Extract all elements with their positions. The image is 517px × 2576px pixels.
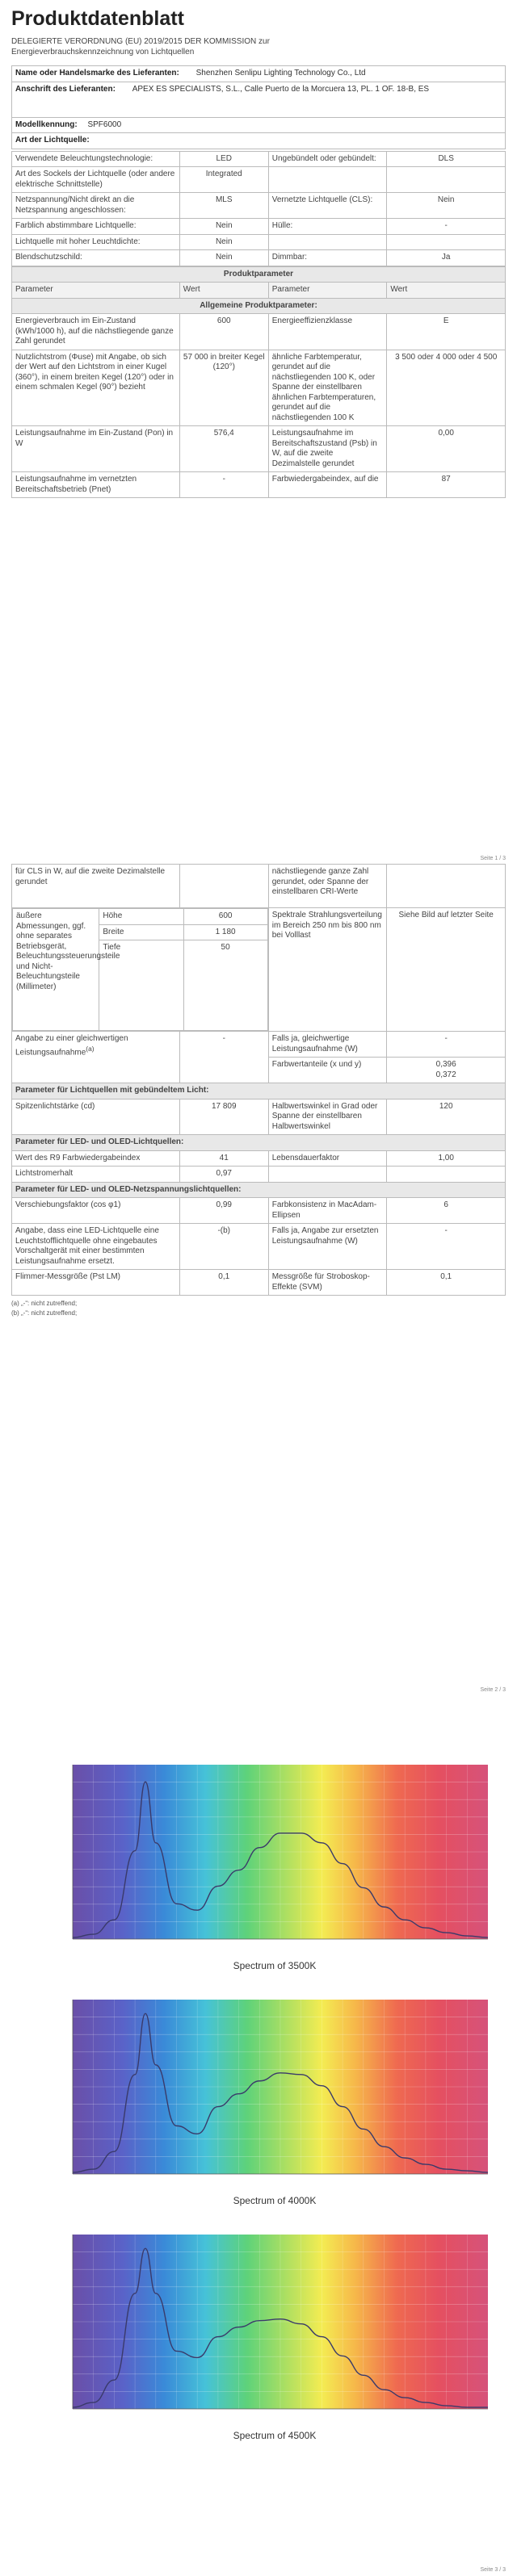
spectrum-chart — [57, 1995, 493, 2230]
cri-continued-value — [387, 865, 506, 908]
mains-param: Flimmer-Messgröße (Pst LM) — [12, 1270, 180, 1296]
page-1 — [0, 0, 517, 864]
supplier-name-value: Shenzhen Senlipu Lighting Technology Co., Ltd — [195, 69, 366, 78]
led-value: 41 — [179, 1150, 268, 1167]
type-param: Netzspannung/Nicht direkt an die Netzspannung angeschlossen: — [12, 193, 180, 219]
led-param: Wert des R9 Farbwiedergabeindex — [12, 1150, 180, 1167]
dimension-width-label: Breite — [99, 924, 183, 940]
model-cell — [12, 117, 506, 133]
mains-row — [12, 1270, 506, 1296]
footnote-b: (b) „-“: nicht zutreffend; — [11, 1309, 78, 1317]
equivalent-power-value: - — [179, 1032, 268, 1083]
mains-heading: Parameter für LED- und OLED-Netzspannungslichtquellen: — [12, 1182, 506, 1198]
model-label: Modellkennung: — [15, 119, 78, 129]
equivalent-power-footnote-ref: (a) — [86, 1044, 95, 1053]
spectral-distribution-value: Siehe Bild auf letzter Seite — [387, 908, 506, 1032]
type-value: Integrated — [179, 167, 268, 193]
type-param: Art des Sockels der Lichtquelle (oder andere elektrische Schnittstelle) — [12, 167, 180, 193]
type-value-2: Ja — [387, 250, 506, 266]
type-value-2: Nein — [387, 193, 506, 219]
supplier-name-label: Name oder Handelsmarke des Lieferanten: — [15, 69, 179, 78]
dimensions-cell — [12, 908, 269, 1032]
cri-continued: nächstliegende ganze Zahl gerundet, oder Spanne der einstellbaren CRI-Werte — [268, 865, 387, 908]
equivalent-power-label — [12, 1032, 180, 1083]
general-value-2: 87 — [387, 472, 506, 498]
col-header-value-2: Wert — [387, 283, 506, 299]
page-footer-3: Seite 3 / 3 — [480, 2567, 506, 2573]
general-param: Nutzlichtstrom (Φuse) mit Angabe, ob sich der Wert auf den Lichtstrom in einer Kugel (360°), in einem breiten Kegel (120°) oder in einem schmalen Kegel (90°) bezieht — [12, 350, 180, 426]
spectrum-chart — [57, 2230, 493, 2442]
equivalent-power-text: Angabe zu einer gleichwertigen Leistungsaufnahme — [15, 1034, 128, 1057]
type-value: LED — [179, 151, 268, 167]
supplier-address-value: APEX ES SPECIALISTS, S.L., Calle Puerto de la Morcuera 13, PL. 1 OF. 18-B, ES — [132, 84, 430, 94]
page-footer-2: Seite 2 / 3 — [480, 1687, 506, 1693]
mains-value: -(b) — [179, 1224, 268, 1270]
mains-row — [12, 1198, 506, 1224]
regulation-reference — [11, 36, 506, 57]
general-value: 600 — [179, 314, 268, 350]
type-param: Lichtquelle mit hoher Leuchtdichte: — [12, 234, 180, 250]
general-param-2: Leistungsaufnahme im Bereitschaftszustand (Psb) in W, auf die zweite Dezimalstelle gerundet — [268, 426, 387, 472]
page-footer-1: Seite 1 / 3 — [480, 856, 506, 861]
type-value: Nein — [179, 250, 268, 266]
general-value-2: 0,00 — [387, 426, 506, 472]
chromaticity-x: 0,396 — [435, 1060, 456, 1069]
cls-power-continued-value — [179, 865, 268, 908]
general-value: 576,4 — [179, 426, 268, 472]
product-parameters-table — [11, 266, 506, 499]
led-value: 0,97 — [179, 1167, 268, 1183]
type-param-2 — [268, 234, 387, 250]
mains-param: Angabe, dass eine LED-Lichtquelle eine Leuchtstofflichtquelle ohne eingebautes Vorschaltgerät mit einer bestimmten Leistungsaufnahme ersetzt. — [12, 1224, 180, 1270]
led-heading: Parameter für LED- und OLED-Lichtquellen: — [12, 1135, 506, 1151]
page-2 — [0, 864, 517, 1695]
mains-value-2: 0,1 — [387, 1270, 506, 1296]
dimension-height-label: Höhe — [99, 909, 183, 925]
spectrum-svg — [57, 1760, 493, 1954]
type-row — [12, 219, 506, 235]
spectrum-title: Spectrum of 4000K — [233, 2195, 317, 2206]
type-param-2: Vernetzte Lichtquelle (CLS): — [268, 193, 387, 219]
spectra-container — [11, 1760, 506, 2442]
dimension-depth-label: Tiefe — [99, 940, 183, 1031]
general-row — [12, 472, 506, 498]
led-row — [12, 1167, 506, 1183]
led-param-2 — [268, 1167, 387, 1183]
type-param-2: Hülle: — [268, 219, 387, 235]
general-param-2: ähnliche Farbtemperatur, gerundet auf die nächstliegenden 100 K, oder Spanne der einstellbaren ähnlichen Farbtemperaturen, gerundet auf die nächstliegenden 100 K — [268, 350, 387, 426]
led-value-2: 1,00 — [387, 1150, 506, 1167]
type-param-2: Ungebündelt oder gebündelt: — [268, 151, 387, 167]
chromaticity-values — [387, 1058, 506, 1083]
general-row — [12, 314, 506, 350]
dimensions-table — [12, 908, 268, 1031]
general-param-2: Farbwiedergabeindex, auf die — [268, 472, 387, 498]
type-value-2 — [387, 167, 506, 193]
dimensions-label: äußere Abmessungen, ggf. ohne separates Betriebsgerät, Beleuchtungssteuerungsteile und Nicht-Beleuchtungsteile (Millimeter) — [13, 909, 99, 1031]
mains-param-2: Messgröße für Stroboskop-Effekte (SVM) — [268, 1270, 387, 1296]
type-row — [12, 167, 506, 193]
mains-value: 0,99 — [179, 1198, 268, 1224]
type-value: MLS — [179, 193, 268, 219]
spectrum-svg — [57, 2230, 493, 2423]
regulation-line-2: Energieverbrauchskennzeichnung von Lichtquellen — [11, 48, 195, 57]
led-param: Lichtstromerhalt — [12, 1167, 180, 1183]
general-value: 57 000 in breiter Kegel (120°) — [179, 350, 268, 426]
cls-power-continued: für CLS in W, auf die zweite Dezimalstelle gerundet — [12, 865, 180, 908]
mains-param-2: Farbkonsistenz in MacAdam-Ellipsen — [268, 1198, 387, 1224]
general-param: Energieverbrauch im Ein-Zustand (kWh/1000 h), auf die nächstliegende ganze Zahl gerundet — [12, 314, 180, 350]
model-value: SPF6000 — [87, 119, 122, 129]
general-row — [12, 350, 506, 426]
general-parameters-heading: Allgemeine Produktparameter: — [12, 298, 506, 314]
equivalent-power-right-value: - — [387, 1032, 506, 1058]
spectrum-svg — [57, 1995, 493, 2189]
page-3 — [0, 1695, 517, 2576]
spectral-distribution-label: Spektrale Strahlungsverteilung im Bereich 250 nm bis 800 nm bei Volllast — [268, 908, 387, 1032]
dimension-depth-value: 50 — [183, 940, 267, 1031]
directional-value: 17 809 — [179, 1099, 268, 1135]
directional-heading: Parameter für Lichtquellen mit gebündeltem Licht: — [12, 1083, 506, 1100]
spectrum-title: Spectrum of 4500K — [233, 2430, 317, 2441]
type-param: Blendschutzschild: — [12, 250, 180, 266]
mains-row — [12, 1224, 506, 1270]
type-param-2: Dimmbar: — [268, 250, 387, 266]
type-value-2: DLS — [387, 151, 506, 167]
supplier-address-label: Anschrift des Lieferanten: — [15, 84, 116, 94]
spectrum-chart — [57, 1760, 493, 1995]
type-value-2: - — [387, 219, 506, 235]
supplier-table — [11, 65, 506, 149]
general-value-2: 3 500 oder 4 000 oder 4 500 — [387, 350, 506, 426]
type-param: Verwendete Beleuchtungstechnologie: — [12, 151, 180, 167]
directional-param: Spitzenlichtstärke (cd) — [12, 1099, 180, 1135]
col-header-parameter: Parameter — [12, 283, 180, 299]
col-header-value: Wert — [179, 283, 268, 299]
spectrum-title: Spectrum of 3500K — [233, 1960, 317, 1971]
general-param: Leistungsaufnahme im Ein-Zustand (Pon) in W — [12, 426, 180, 472]
led-row — [12, 1150, 506, 1167]
type-row — [12, 151, 506, 167]
supplier-name-cell — [12, 66, 506, 82]
directional-param-2: Halbwertswinkel in Grad oder Spanne der einstellbaren Halbwertswinkel — [268, 1099, 387, 1135]
chromaticity-label: Farbwertanteile (x und y) — [268, 1058, 387, 1083]
type-value: Nein — [179, 234, 268, 250]
type-row — [12, 234, 506, 250]
led-param-2: Lebensdauerfaktor — [268, 1150, 387, 1167]
regulation-line-1: DELEGIERTE VERORDNUNG (EU) 2019/2015 DER KOMMISSION zur — [11, 37, 270, 47]
general-param-2: Energieeffizienzklasse — [268, 314, 387, 350]
type-row — [12, 193, 506, 219]
mains-value-2: 6 — [387, 1198, 506, 1224]
equivalent-power-right-label: Falls ja, gleichwertige Leistungsaufnahme (W) — [268, 1032, 387, 1058]
document-title: Produktdatenblatt — [11, 7, 184, 30]
mains-param-2: Falls ja, Angabe zur ersetzten Leistungsaufnahme (W) — [268, 1224, 387, 1270]
dimension-height-value: 600 — [183, 909, 267, 925]
mains-param: Verschiebungsfaktor (cos φ1) — [12, 1198, 180, 1224]
general-row — [12, 426, 506, 472]
mains-value: 0,1 — [179, 1270, 268, 1296]
col-header-parameter-2: Parameter — [268, 283, 387, 299]
led-value-2 — [387, 1167, 506, 1183]
continued-parameters-table — [11, 864, 506, 1296]
supplier-address-cell — [12, 82, 506, 117]
general-value-2: E — [387, 314, 506, 350]
type-param: Farblich abstimmbare Lichtquelle: — [12, 219, 180, 235]
chromaticity-y: 0,372 — [435, 1070, 456, 1079]
type-row — [12, 250, 506, 266]
mains-value-2: - — [387, 1224, 506, 1270]
type-value: Nein — [179, 219, 268, 235]
product-parameters-heading: Produktparameter — [12, 266, 506, 283]
dimension-width-value: 1 180 — [183, 924, 267, 940]
footnote-a: (a) „-“: nicht zutreffend; — [11, 1300, 78, 1307]
footnotes — [11, 1299, 506, 1318]
directional-row — [12, 1099, 506, 1135]
type-value-2 — [387, 234, 506, 250]
type-param-2 — [268, 167, 387, 193]
general-value: - — [179, 472, 268, 498]
general-param: Leistungsaufnahme im vernetzten Bereitschaftsbetrieb (Pnet) — [12, 472, 180, 498]
light-source-type-heading: Art der Lichtquelle: — [12, 133, 506, 149]
directional-value-2: 120 — [387, 1099, 506, 1135]
light-source-type-table — [11, 151, 506, 266]
